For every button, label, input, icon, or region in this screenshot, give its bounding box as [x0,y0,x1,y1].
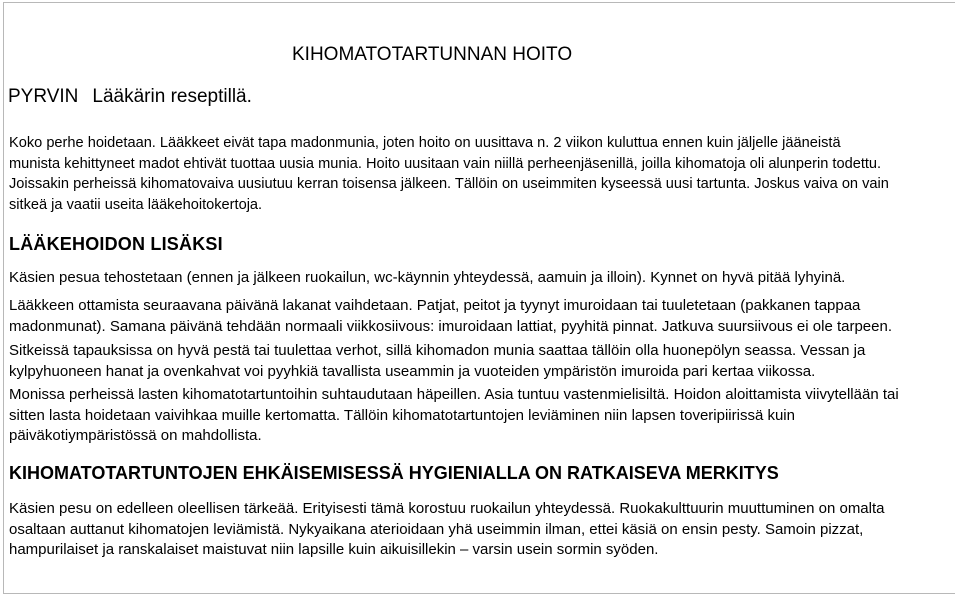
section-heading-prevention: KIHOMATOTARTUNTOJEN EHKÄISEMISESSÄ HYGIENIALLA ON RATKAISEVA MERKITYS [9,463,779,483]
intro-line: sitkeä ja vaatii useita lääkehoitokertoja. [9,196,263,213]
medication-subtitle [8,85,252,109]
paragraph-line: Sitkeissä tapauksissa on hyvä pestä tai tuulettaa verhot, sillä kihomadon munia saattaa tällöin olla huonepölyn seassa. Vessan ja [9,342,866,359]
prescription-note: Lääkärin reseptillä. [92,86,252,107]
paragraph-line: Lääkkeen ottamista seuraavana päivänä lakanat vaihdetaan. Patjat, peitot ja tyynyt imuroidaan tai tuuletetaan (pakkanen tappaa [9,297,861,314]
curtains-paragraph [9,341,865,382]
attitudes-paragraph [9,385,899,447]
section-heading-medication: LÄÄKEHOIDON LISÄKSI [9,234,223,254]
intro-line: Koko perhe hoidetaan. Lääkkeet eivät tapa madonmunia, joten hoito on uusittava n. 2 viikon kuluttua ennen kuin jäljelle jääneistä [9,135,841,151]
paragraph-line: madonmunat). Samana päivänä tehdään normaali viikkosiivous: imuroidaan lattiat, pyyhitä pinnat. Jatkuva suursiivous ei ole tarpeen. [9,317,892,335]
intro-paragraph [9,133,889,215]
intro-line: munista kehittyneet madot ehtivät tuottaa uusia munia. Hoito uusitaan vain niillä perheenjäsenillä, joilla kihomatoja oli alunperin todettu. [9,155,882,172]
intro-line: Joissakin perheissä kihomatovaiva uusiutuu kerran toisensa jälkeen. Tällöin on useimmiten kyseessä uusi tartunta. Joskus vaiva on vain [9,176,889,192]
paragraph-line: Käsien pesua tehostetaan (ennen ja jälkeen ruokailun, wc-käynnin yhteydessä, aamuin ja illoin). Kynnet on hyvä pitää lyhyinä. [9,269,846,286]
prevention-paragraph [9,499,885,561]
paragraph-line: kylpyhuoneen hanat ja ovenkahvat voi pyyhkiä tavallista useammin ja vuoteiden ympäristön imuroida pari kertaa viikossa. [9,362,816,380]
document-page [3,2,955,594]
paragraph-line: hampurilaiset ja ranskalaiset maistuvat niin lapsille kuin aikuisillekin – varsin usein sormin syöden. [9,541,659,558]
paragraph-line: osaltaan auttanut kihomatojen leviämistä. Nykyaikana aterioidaan yhä useimmin ilman, ettei käsiä on ensin pesty. Samoin pizzat, [9,520,864,538]
paragraph-line: sitten lasta hoidetaan vaivihkaa muille kertomatta. Tällöin kihomatotartuntojen leviäminen niin lapsen toveripiirissä kuin [9,406,795,424]
hygiene-paragraph [9,268,845,289]
paragraph-line: päiväkotiympäristössä on mahdollista. [9,427,262,444]
drug-name: PYRVIN [8,86,79,107]
paragraph-line: Monissa perheissä lasten kihomatotartuntoihin suhtaudutaan häpeillen. Asia tuntuu vastenmielisiltä. Hoidon aloittamista viivytellään tai [9,386,899,403]
bedding-paragraph [9,296,892,337]
paragraph-line: Käsien pesu on edelleen oleellisen tärkeää. Erityisesti tämä korostuu ruokailun yhteydessä. Ruokakulttuurin muuttuminen on omalta [9,500,885,517]
document-title: KIHOMATOTARTUNNAN HOITO [292,44,573,65]
